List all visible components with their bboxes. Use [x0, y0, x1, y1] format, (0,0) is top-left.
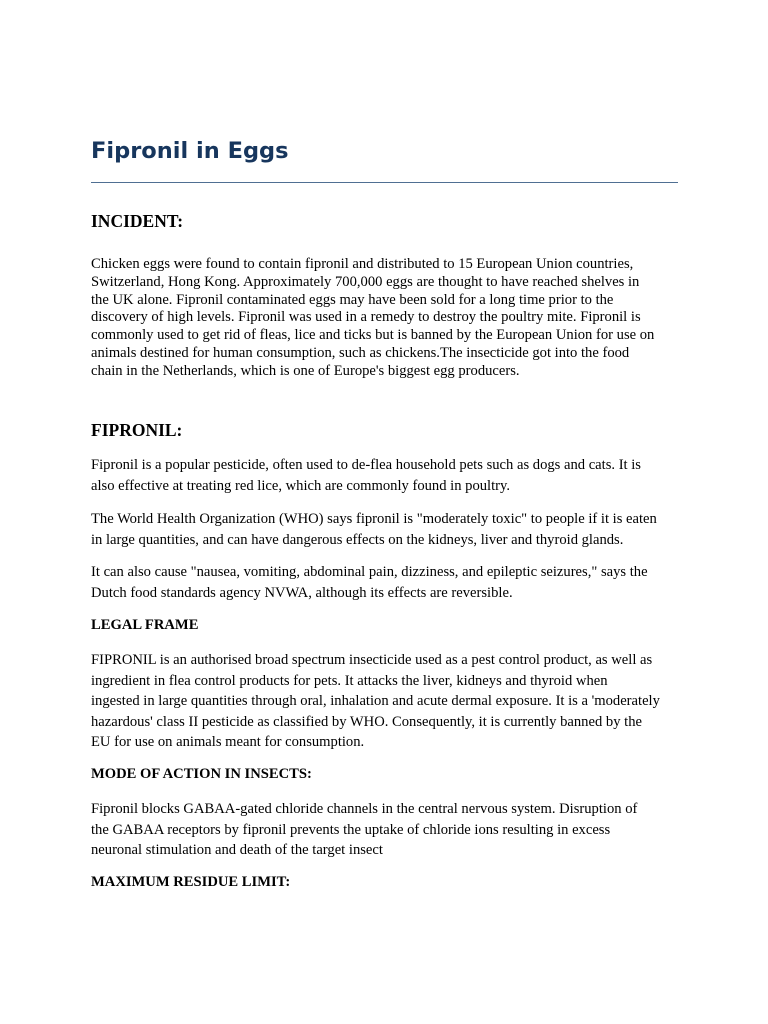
incident-paragraph: Chicken eggs were found to contain fipronil and distributed to 15 European Union countries, Switzerland, Hong Kong. Approximately 700,000 eggs are thought to have reached shelves in the UK alone. Fipronil contaminated eggs may have been sold for a long time prior to the discovery of high levels. Fipronil was used in a remedy to destroy the poultry mite. Fipronil is commonly used to get rid of fleas, lice and ticks but is banned by the European Union for use on animals destined for human consumption, such as chickens.The insecticide got into the food chain in the Netherlands, which is one of Europe's biggest egg producers.	[91, 256, 655, 379]
who-paragraph: The World Health Organization (WHO) says fipronil is "moderately toxic" to people if it is eaten in large quantities, and can have dangerous effects on the kidneys, liver and thyroid glands.	[91, 511, 657, 548]
legal-frame-paragraph: FIPRONIL is an authorised broad spectrum insecticide used as a pest control product, as well as ingredient in flea control products for pets. It attacks the liver, kidneys and thyroid when ingested in large quantities through oral, inhalation and acute dermal exposure. It is a 'moderately hazardous' class II pesticide as classified by WHO. Consequently, it is currently banned by the EU for use on animals meant for consumption.	[91, 652, 660, 751]
title-divider	[91, 182, 678, 183]
document-title: Fipronil in Eggs	[91, 138, 289, 164]
mode-of-action-paragraph: Fipronil blocks GABAA-gated chloride channels in the central nervous system. Disruption of the GABAA receptors by fipronil prevents the uptake of chloride ions resulting in excess neuronal stimulation and death of the target insect	[91, 801, 638, 859]
effects-paragraph: It can also cause "nausea, vomiting, abdominal pain, dizziness, and epileptic seizures," says the Dutch food standards agency NVWA, although its effects are reversible.	[91, 564, 648, 601]
mode-of-action-heading: MODE OF ACTION IN INSECTS:	[91, 766, 312, 782]
fipronil-paragraph: Fipronil is a popular pesticide, often used to de-flea household pets such as dogs and cats. It is also effective at treating red lice, which are commonly found in poultry.	[91, 457, 641, 494]
incident-heading: INCIDENT:	[91, 211, 184, 231]
legal-frame-heading: LEGAL FRAME	[91, 617, 199, 633]
mrl-heading: MAXIMUM RESIDUE LIMIT:	[91, 874, 291, 890]
fipronil-heading: FIPRONIL:	[91, 420, 183, 440]
